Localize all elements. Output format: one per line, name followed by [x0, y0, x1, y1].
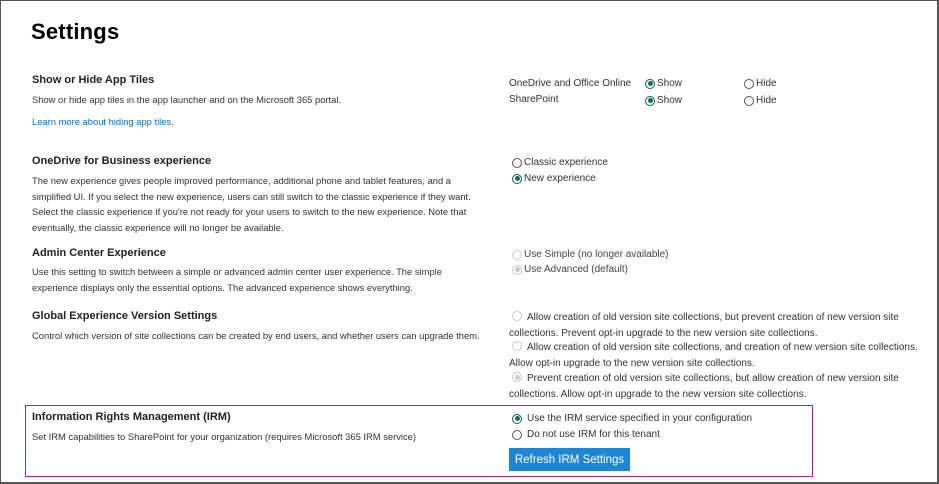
radio-disabled-icon: [512, 250, 522, 260]
page-title: Settings: [31, 19, 120, 44]
onedrive-office-label: OneDrive and Office Online: [509, 78, 632, 89]
app-tiles-description: Show or hide app tiles in the app launcher and on the Microsoft 365 portal.: [32, 94, 342, 105]
admin-center-title: Admin Center Experience: [32, 247, 166, 259]
hide-label: Hide: [756, 78, 777, 89]
show-label: Show: [657, 95, 683, 106]
sharepoint-hide-option[interactable]: [744, 95, 777, 106]
use-advanced-label: Use Advanced (default): [524, 264, 628, 275]
use-irm-service-option[interactable]: [512, 413, 752, 424]
radio-disabled-selected-icon: [512, 372, 522, 382]
use-simple-option: [512, 249, 669, 260]
radio-selected-icon[interactable]: [512, 414, 522, 424]
global-version-option-1: [509, 310, 934, 341]
onedrive-experience-title: OneDrive for Business experience: [32, 155, 212, 167]
show-label: Show: [657, 78, 683, 89]
global-version-title: Global Experience Version Settings: [32, 310, 218, 322]
irm-description: Set IRM capabilities to SharePoint for your organization (requires Microsoft 365 IRM service): [32, 431, 417, 442]
radio-empty-icon[interactable]: [744, 96, 754, 106]
classic-experience-label: Classic experience: [524, 157, 608, 168]
new-experience-label: New experience: [524, 173, 596, 184]
global-version-option-3-label: Prevent creation of old version site collections, but allow creation of new version site collections. Allow opt-in upgrade to the new version site collections.: [509, 373, 899, 400]
radio-empty-icon[interactable]: [744, 79, 754, 89]
classic-experience-option[interactable]: [512, 157, 608, 168]
use-irm-service-label: Use the IRM service specified in your configuration: [527, 413, 753, 424]
hide-app-tiles-link[interactable]: Learn more about hiding app tiles.: [32, 116, 174, 127]
radio-disabled-selected-icon: [512, 265, 522, 275]
global-version-option-2-label: Allow creation of old version site collections, and creation of new version site collections. Allow opt-in upgrade to the new version site collections.: [509, 342, 918, 369]
no-irm-label: Do not use IRM for this tenant: [527, 429, 660, 440]
radio-selected-icon[interactable]: [645, 96, 655, 106]
radio-empty-icon[interactable]: [512, 430, 522, 440]
use-advanced-option: [512, 264, 628, 275]
radio-selected-icon[interactable]: [645, 79, 655, 89]
global-version-option-2: [509, 340, 934, 371]
new-experience-option[interactable]: [512, 173, 596, 184]
onedrive-office-show-option[interactable]: [645, 78, 682, 89]
sharepoint-show-option[interactable]: [645, 95, 682, 106]
global-version-description: Control which version of site collections can be created by end users, and whether users can upgrade them.: [32, 330, 480, 341]
sharepoint-label: SharePoint: [509, 94, 559, 105]
hide-label: Hide: [756, 95, 777, 106]
use-simple-label: Use Simple (no longer available): [524, 249, 669, 260]
admin-center-description: Use this setting to switch between a simple or advanced admin center user experience. The simple experience displays only the essential options. The advanced experience shows everything.: [32, 266, 442, 293]
radio-disabled-icon: [512, 341, 522, 351]
app-tiles-title: Show or Hide App Tiles: [32, 74, 155, 86]
global-version-option-1-label: Allow creation of old version site collections, but prevent creation of new version site collections. Prevent opt-in upgrade to the new version site collections.: [509, 312, 899, 339]
onedrive-experience-description: The new experience gives people improved performance, additional phone and tablet features, and a simplified UI. If you select the new experience, users can still switch to the classic experience if they want. Select the classic experience if you're not ready for your users to switch to the new experience. Note that eventually, the classic experience will no longer be available.: [32, 175, 471, 233]
onedrive-office-hide-option[interactable]: [744, 78, 777, 89]
global-version-option-3: [509, 371, 934, 402]
radio-empty-icon[interactable]: [512, 158, 522, 168]
irm-title: Information Rights Management (IRM): [32, 411, 231, 423]
radio-disabled-icon: [512, 311, 522, 321]
refresh-irm-settings-button[interactable]: Refresh IRM Settings: [509, 448, 630, 471]
radio-selected-icon[interactable]: [512, 174, 522, 184]
no-irm-option[interactable]: [512, 429, 660, 440]
